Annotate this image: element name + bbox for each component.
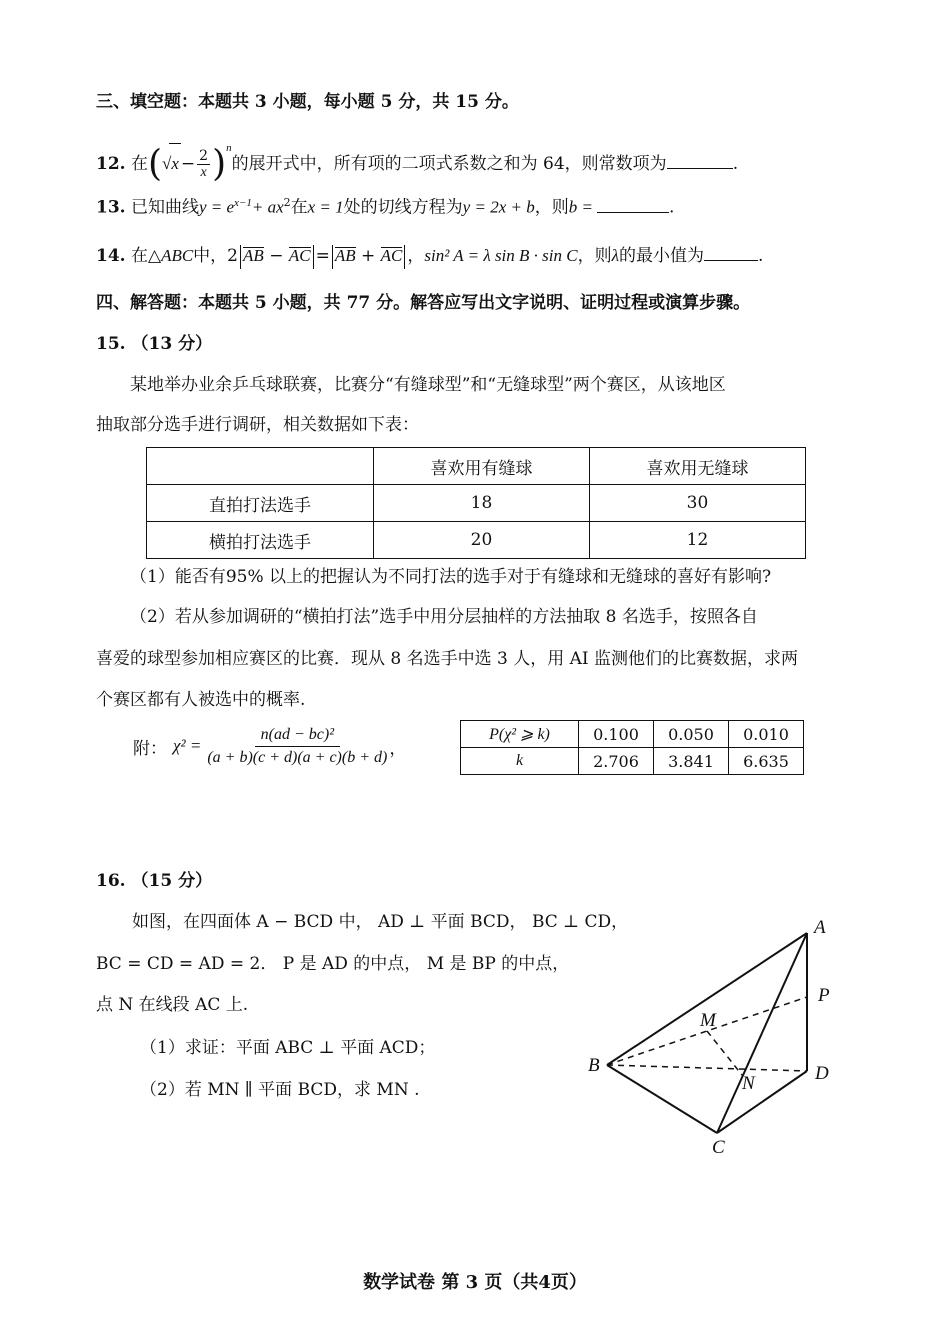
q13-text-b: 在 — [290, 197, 308, 218]
question-14 — [96, 242, 763, 270]
table-header-cell: 喜欢用无缝球 — [590, 448, 806, 485]
chi-square-formula — [133, 721, 406, 771]
q15-part1: （1）能否有95% 以上的把握认为不同打法的选手对于有缝球和无缝球的喜好有影响? — [130, 567, 772, 587]
table-cell: 0.050 — [654, 721, 729, 748]
left-paren: ( — [147, 143, 163, 185]
lambda: λ — [611, 246, 619, 265]
q15-intro-line2: 抽取部分选手进行调研，相关数据如下表： — [96, 415, 419, 435]
appendix-label: 附： — [133, 738, 167, 759]
exponent-n: n — [226, 142, 232, 154]
q16-line2: BC = CD = AD = 2． P 是 AD 的中点， M 是 BP 的中点， — [96, 954, 570, 974]
q16-part2: （2）若 MN ∥ 平面 BCD，求 MN . — [140, 1080, 420, 1100]
q14-text-a: 在△ — [130, 246, 162, 266]
q14-text-e: 的最小值为 — [618, 246, 704, 266]
table-cell: 0.100 — [579, 721, 654, 748]
minus-sign: − — [269, 246, 284, 266]
label-b: B — [588, 1055, 600, 1076]
period: . — [757, 246, 764, 266]
table-cell: 12 — [590, 522, 806, 559]
q16-part1: （1）求证：平面 ABC ⊥ 平面 ACD； — [140, 1038, 436, 1058]
table-header-row — [147, 448, 806, 485]
plus-sign: + — [361, 246, 376, 266]
tetrahedron-figure — [570, 905, 850, 1165]
table-row — [147, 522, 806, 559]
ask-b: b = — [568, 197, 593, 217]
question-16-header: 16. （15 分） — [96, 871, 213, 891]
point: x = 1 — [307, 197, 344, 217]
table-header-cell: 喜欢用有缝球 — [374, 448, 590, 485]
label-m: M — [700, 1010, 716, 1031]
question-number: 14. — [96, 246, 126, 266]
comma: ， — [389, 738, 407, 759]
exponent-2: 2 — [283, 196, 291, 209]
section-3-title: 三、填空题：本题共 3 小题，每小题 5 分，共 15 分。 — [96, 92, 519, 112]
chi-square-fraction — [207, 724, 387, 769]
abs-bar — [332, 245, 333, 269]
question-number: 13. — [96, 197, 126, 218]
minus-sign: − — [180, 154, 196, 174]
edge-bd — [607, 1065, 807, 1071]
table-row — [461, 721, 804, 748]
label-c: C — [712, 1137, 725, 1158]
page-footer: 数学试卷 第 3 页（共4页） — [363, 1272, 587, 1293]
q15-part2-line3: 个赛区都有人被选中的概率. — [96, 690, 306, 710]
frac-num: 2 — [199, 148, 209, 164]
q13-text-a: 已知曲线 — [130, 197, 199, 218]
segment-mn — [707, 1031, 742, 1075]
table-cell: 30 — [590, 485, 806, 522]
label-a: A — [814, 917, 826, 938]
label-p: P — [818, 985, 830, 1006]
equals-sign: = — [315, 246, 330, 266]
q12-text: 的展开式中，所有项的二项式系数之和为 64，则常数项为 — [231, 154, 667, 174]
label-n: N — [742, 1073, 755, 1094]
abs-bar — [313, 245, 314, 269]
q15-intro-line1: 某地举办业余乒乓球联赛，比赛分“有缝球型”和“无缝球型”两个赛区，从该地区 — [130, 375, 726, 395]
abs-bar — [404, 245, 405, 269]
q13-text-c: 处的切线方程为 — [343, 197, 463, 218]
triangle-name: ABC — [161, 246, 194, 265]
table-cell: 6.635 — [729, 748, 804, 775]
table-cell: k — [461, 748, 579, 775]
chi-denominator: (a + b)(c + d)(a + c)(b + d) — [207, 748, 388, 766]
answer-blank — [704, 244, 758, 261]
table-row — [147, 485, 806, 522]
critical-value-table — [460, 720, 804, 775]
answer-blank — [667, 152, 733, 169]
tangent-line: y = 2x + b — [462, 197, 535, 217]
curve-formula-b: + ax — [251, 197, 284, 217]
table-cell: 直拍打法选手 — [147, 485, 374, 522]
q12-prefix: 在 — [130, 154, 148, 174]
section-4-title: 四、解答题：本题共 5 小题，共 77 分。解答应写出文字说明、证明过程或演算步骤。 — [96, 293, 751, 313]
q15-part2-line1: （2）若从参加调研的“横拍打法”选手中用分层抽样的方法抽取 8 名选手，按照各自 — [130, 607, 758, 627]
answer-blank — [597, 196, 669, 213]
q15-part2-line2: 喜爱的球型参加相应赛区的比赛．现从 8 名选手中选 3 人，用 AI 监测他们的比赛数据，求两 — [96, 649, 799, 669]
q14-text-d: ，则 — [577, 246, 612, 266]
table-cell: 3.841 — [654, 748, 729, 775]
table-header-cell — [147, 448, 374, 485]
q13-text-d: ，则 — [534, 197, 569, 218]
right-paren: ) — [212, 143, 227, 185]
question-12: 12. 在(√x − $\frac{2}{x}$ )$^n$的展开式中，所有项的二项式系数之和为 64，则常数项为 . — [96, 142, 739, 185]
q16-line3: 点 N 在线段 AC 上. — [96, 995, 249, 1015]
sine-equation: sin² A = λ sin B · sin C — [424, 246, 578, 265]
chi-square-lhs: χ² = — [173, 736, 202, 755]
question-number: 12. — [96, 154, 126, 174]
vector-ab: AB — [334, 246, 356, 265]
vector-ab: AB — [243, 246, 264, 265]
vector-ac: AC — [288, 246, 311, 265]
table-cell: 20 — [374, 522, 590, 559]
question-15-header: 15. （13 分） — [96, 334, 213, 354]
chi-numerator: n(ad − bc)² — [255, 724, 340, 747]
question-13 — [96, 192, 674, 219]
q14-text-b: 中， — [193, 246, 228, 266]
label-d: D — [815, 1063, 829, 1084]
edge-bc — [607, 1065, 717, 1133]
abs-bar — [240, 245, 241, 269]
q14-text-c: ， — [407, 246, 425, 266]
table-row — [461, 748, 804, 775]
table-cell: P(χ² ⩾ k) — [461, 721, 579, 748]
table-cell: 0.010 — [729, 721, 804, 748]
q16-line1: 如图，在四面体 A − BCD 中， AD ⊥ 平面 BCD， BC ⊥ CD， — [132, 912, 629, 932]
survey-table — [146, 447, 806, 559]
table-cell: 2.706 — [579, 748, 654, 775]
table-cell: 横拍打法选手 — [147, 522, 374, 559]
period: . — [732, 154, 739, 174]
period: . — [668, 197, 675, 218]
exponent: x−1 — [234, 197, 252, 209]
curve-formula: y = e — [198, 197, 235, 217]
vector-ac: AC — [380, 246, 403, 265]
sqrt-x: x — [169, 143, 181, 184]
coefficient: 2 — [227, 246, 238, 266]
frac-den: x — [200, 165, 207, 180]
table-cell: 18 — [374, 485, 590, 522]
fraction-2-over-x — [197, 149, 210, 180]
